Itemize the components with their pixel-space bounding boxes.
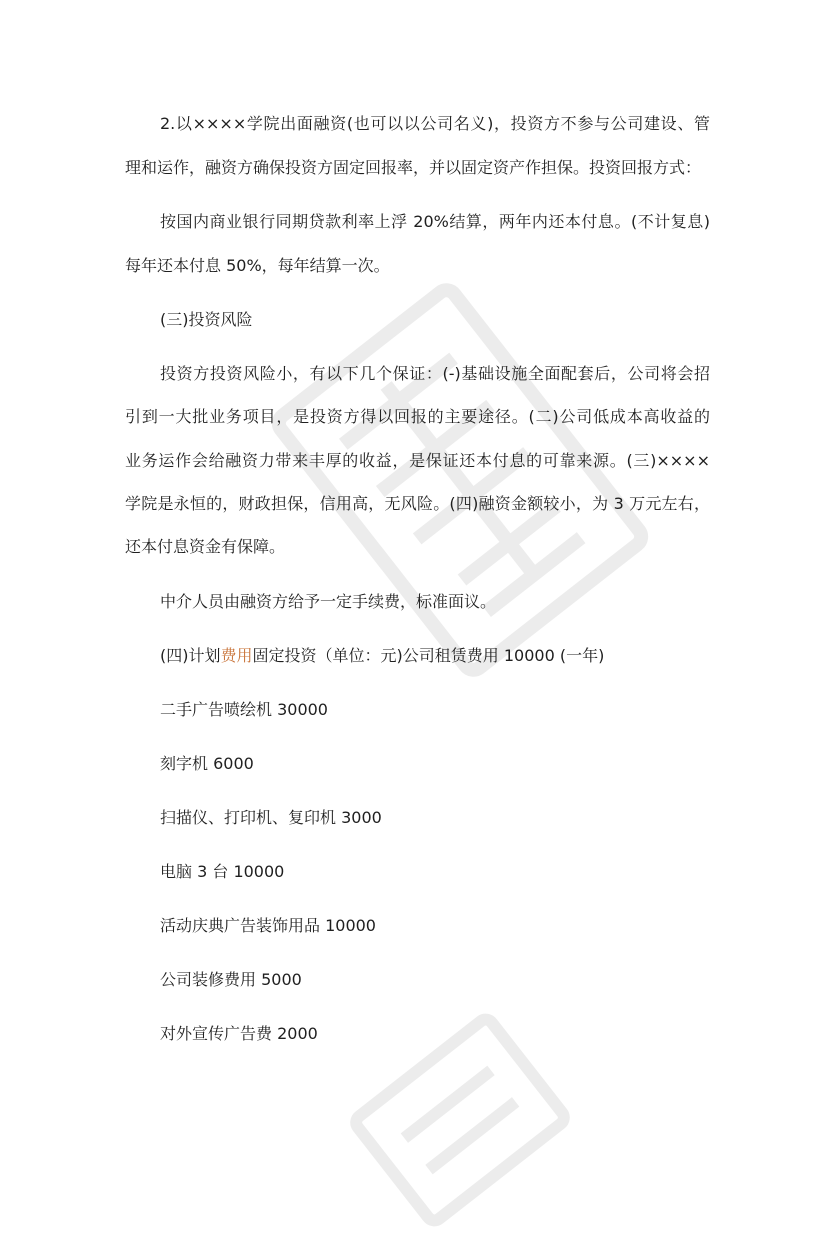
paragraph-1-line-1: 2.以××××学院出面融资(也可以以公司名义)，投资方不参与公司建设、管: [160, 114, 710, 133]
list-item: 对外宣传广告费 2000: [160, 1024, 318, 1043]
list-item: 活动庆典广告装饰用品 10000: [160, 916, 376, 935]
paragraph-3-line-4: 学院是永恒的，财政担保，信用高，无风险。(四)融资金额较小，为 3 万元左右，: [125, 494, 710, 513]
paragraph-2-line-1: 按国内商业银行同期贷款利率上浮 20%结算，两年内还本付息。(不计复息): [160, 212, 710, 231]
paragraph-1-line-2: 理和运作，融资方确保投资方固定回报率，并以固定资产作担保。投资回报方式：: [125, 158, 702, 177]
section-heading-investment-risk: (三)投资风险: [160, 310, 253, 329]
paragraph-5-suffix: 固定投资（单位：元)公司租赁费用 10000 (一年): [252, 646, 605, 665]
paragraph-5-prefix: (四)计划: [160, 646, 221, 665]
paragraph-5-highlight: 费用: [220, 646, 253, 665]
paragraph-5: [160, 646, 710, 666]
list-item: 刻字机 6000: [160, 754, 254, 773]
list-item: 公司装修费用 5000: [160, 970, 302, 989]
paragraph-3-line-3: 业务运作会给融资力带来丰厚的收益，是保证还本付息的可靠来源。(三)××××: [125, 451, 710, 470]
list-item: 扫描仪、打印机、复印机 3000: [160, 808, 382, 827]
list-item: 电脑 3 台 10000: [160, 862, 285, 881]
paragraph-3-line-2: 引到一大批业务项目，是投资方得以回报的主要途径。(二)公司低成本高收益的: [125, 407, 710, 426]
paragraph-3-line-5: 还本付息资金有保障。: [125, 537, 286, 556]
paragraph-4: 中介人员由融资方给予一定手续费，标准面议。: [160, 592, 497, 611]
paragraph-2-line-2: 每年还本付息 50%，每年结算一次。: [125, 256, 390, 275]
paragraph-3-line-1: 投资方投资风险小，有以下几个保证：(-)基础设施全面配套后，公司将会招: [160, 364, 710, 383]
list-item: 二手广告喷绘机 30000: [160, 700, 328, 719]
